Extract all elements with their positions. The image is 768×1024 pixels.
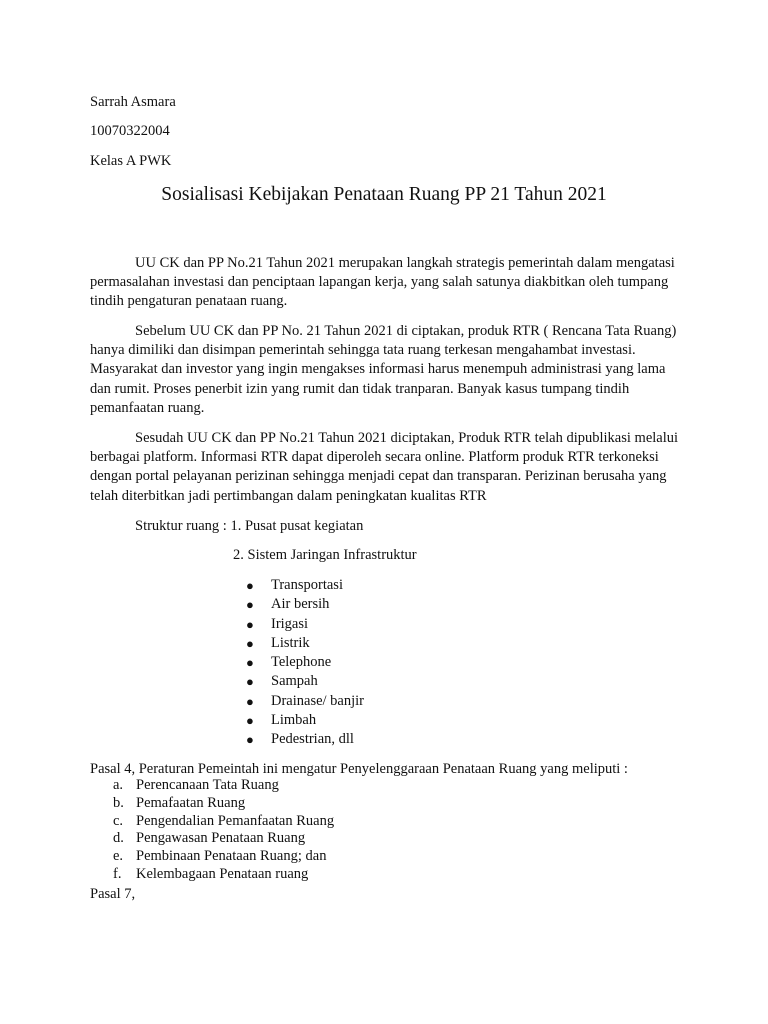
bullet-text: Irigasi [271, 615, 309, 632]
list-marker: d. [113, 830, 124, 847]
bullet-dot-icon: ● [246, 732, 254, 748]
bullet-dot-icon: ● [246, 693, 254, 709]
list-marker: f. [113, 865, 122, 882]
pasal4-list [90, 777, 334, 884]
pasal4-item [90, 813, 334, 831]
paragraph-2: Sebelum UU CK dan PP No. 21 Tahun 2021 di ciptakan, produk RTR ( Rencana Tata Ruang) hanya dimiliki dan disimpan pemerintah sehingga tata ruang terkesan mengahambat investasi. Masyarakat dan investor yang ingin mengakses informasi harus menempuh administrasi yang lama dan rumit. Proses penerbit izin yang rumit dan tidak tranparan. Banyak kasus tumpang tindih pemanfaatan ruang. [90, 323, 677, 416]
pasal4-item [90, 777, 334, 795]
list-item-text: Pemafaatan Ruang [136, 794, 246, 811]
document-title: Sosialisasi Kebijakan Penataan Ruang PP 21 Tahun 2021 [161, 184, 607, 205]
bullet-dot-icon: ● [246, 616, 254, 632]
bullet-item [232, 672, 364, 691]
pasal4-item [90, 795, 334, 813]
bullet-dot-icon: ● [246, 713, 254, 729]
bullet-item [232, 595, 364, 614]
bullet-text: Listrik [271, 634, 310, 651]
list-marker: e. [113, 848, 124, 865]
author-name: Sarrah Asmara [90, 94, 176, 110]
bullet-item [232, 692, 364, 711]
struktur-line-2: 2. Sistem Jaringan Infrastruktur [233, 547, 417, 563]
bullet-text: Limbah [271, 712, 317, 729]
bullet-text: Telephone [271, 654, 332, 671]
list-marker: c. [113, 812, 124, 829]
bullet-item [232, 653, 364, 672]
bullet-dot-icon: ● [246, 597, 254, 613]
class-label: Kelas A PWK [90, 153, 172, 169]
bullet-item [232, 711, 364, 730]
list-marker: b. [113, 794, 124, 811]
pasal4-intro: Pasal 4, Peraturan Pemeintah ini mengatur Penyelenggaraan Penataan Ruang yang meliputi : [90, 761, 628, 777]
bullet-item [232, 576, 364, 595]
bullet-dot-icon: ● [246, 674, 254, 690]
list-item-text: Perencanaan Tata Ruang [136, 777, 279, 793]
pasal4-item [90, 866, 334, 884]
pasal4-item [90, 848, 334, 866]
list-marker: a. [113, 777, 124, 793]
bullet-dot-icon: ● [246, 655, 254, 671]
list-item-text: Pengawasan Penataan Ruang [136, 830, 306, 847]
bullet-text: Pedestrian, dll [271, 731, 354, 748]
bullet-text: Sampah [271, 673, 318, 690]
list-item-text: Pembinaan Penataan Ruang; dan [136, 848, 327, 865]
list-item-text: Kelembagaan Penataan ruang [136, 865, 309, 882]
pasal7-heading: Pasal 7, [90, 886, 136, 902]
bullet-text: Air bersih [271, 596, 330, 613]
infrastructure-list [232, 576, 364, 750]
bullet-text: Transportasi [271, 577, 343, 593]
list-item-text: Pengendalian Pemanfaatan Ruang [136, 812, 335, 829]
pasal4-item [90, 830, 334, 848]
bullet-text: Drainase/ banjir [271, 692, 365, 709]
bullet-dot-icon: ● [246, 635, 254, 651]
bullet-dot-icon: ● [246, 578, 254, 593]
struktur-line-1: Struktur ruang : 1. Pusat pusat kegiatan [135, 518, 364, 534]
student-id: 10070322004 [90, 123, 170, 139]
bullet-item [232, 730, 364, 749]
paragraph-3: Sesudah UU CK dan PP No.21 Tahun 2021 diciptakan, Produk RTR telah dipublikasi melalui berbagai platform. Informasi RTR dapat diperoleh secara online. Platform produk RTR terkoneksi dengan portal pelayanan perizinan sehingga menjadi cepat dan transparan. Perizinan berusaha yang telah diterbitkan jadi pertimbangan dalam peningkatan kualitas RTR [90, 430, 679, 504]
paragraph-1: UU CK dan PP No.21 Tahun 2021 merupakan langkah strategis pemerintah dalam mengatasi permasalahan investasi dan penciptaan lapangan kerja, yang salah satunya diakbitkan oleh tumpang tindih pengaturan penataan ruang. [90, 255, 675, 310]
bullet-item [232, 615, 364, 634]
bullet-item [232, 634, 364, 653]
